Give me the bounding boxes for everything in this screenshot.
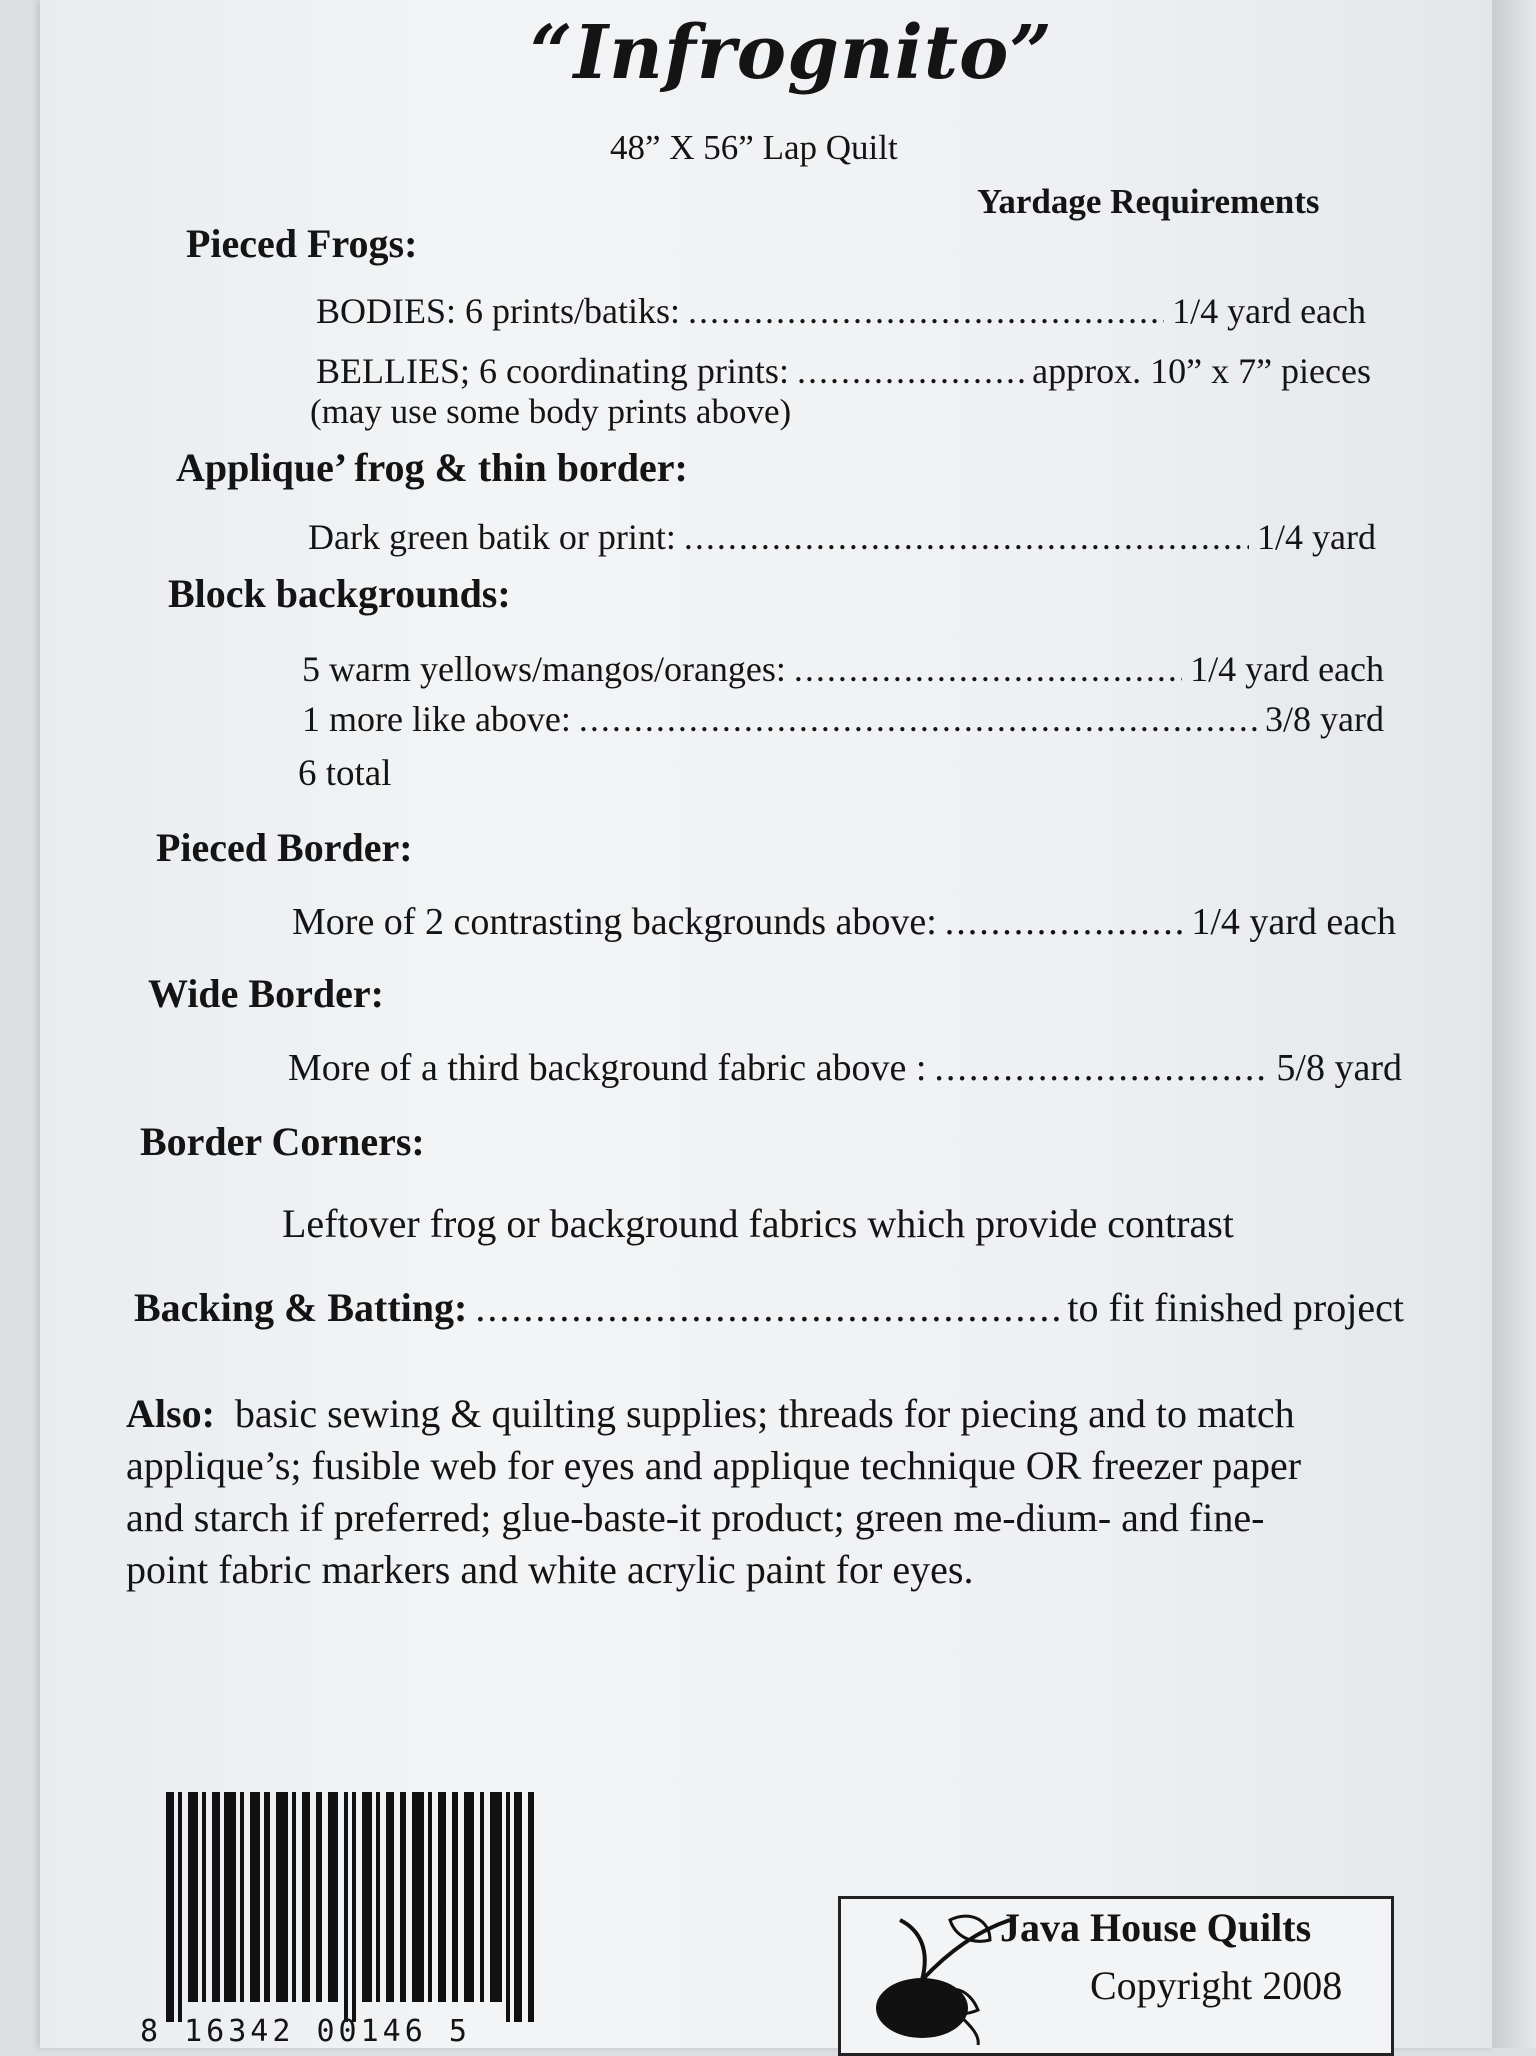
row-label: 1 more like above: [302,699,571,739]
section-heading-block-backgrounds: Block backgrounds: [168,571,511,616]
row-third-background [288,1046,1402,1090]
coffee-plant-icon [860,1900,1020,2050]
yardage-heading: Yardage Requirements [977,182,1320,221]
row-warm-colors [302,648,1384,690]
leader-dots [945,900,1184,944]
section-heading-pieced-frogs: Pieced Frogs: [186,221,418,266]
section-heading-border-corners: Border Corners: [140,1119,425,1164]
leader-dots [579,698,1257,740]
leader-dots [794,648,1182,690]
leader-dots [934,1046,1268,1090]
row-label: 5 warm yellows/mangos/oranges: [302,649,786,689]
row-label: BELLIES; 6 coordinating prints: [316,351,789,391]
row-bellies [316,350,1371,392]
row-value: 1/4 yard each [1190,649,1384,689]
section-heading-applique: Applique’ frog & thin border: [176,445,688,490]
row-value: 5/8 yard [1276,1047,1402,1089]
barcode-number: 8 16342 00146 5 [140,2014,471,2049]
leader-dots [475,1284,1059,1331]
also-label: Also: [126,1391,215,1436]
section-heading-pieced-border: Pieced Border: [156,825,413,870]
publisher-copyright: Copyright 2008 [1090,1963,1343,2008]
page-edge [1492,0,1536,2048]
row-label: More of a third background fabric above : [288,1047,927,1089]
pattern-title: “Infrognito” [530,10,1053,96]
row-value: 1/4 yard [1257,517,1376,557]
also-paragraph [126,1388,1346,1596]
pattern-size: 48” X 56” Lap Quilt [610,128,898,167]
barcode-image [166,1792,566,2022]
row-label: BODIES: 6 prints/batiks: [316,291,681,331]
row-value: approx. 10” x 7” pieces [1032,351,1371,391]
border-corners-text: Leftover frog or background fabrics which provide contrast [282,1201,1234,1246]
row-bodies [316,290,1366,332]
row-contrasting-backgrounds [292,900,1396,944]
leader-dots [688,290,1164,332]
also-text: basic sewing & quilting supplies; threads for piecing and to match applique’s; fusible web for eyes and applique technique OR freezer paper and starch if preferred; glue-baste-it product; green me-dium- and fine-point fabric markers and white acrylic paint for eyes. [126,1391,1302,1592]
row-backing-batting [134,1284,1404,1331]
leader-dots [684,516,1249,558]
publisher-name: Java House Quilts [1000,1905,1312,1950]
total-count: 6 total [298,753,392,794]
bellies-note: (may use some body prints above) [310,392,792,431]
row-dark-green [308,516,1376,558]
section-heading-backing: Backing & Batting: [134,1285,468,1330]
row-label: More of 2 contrasting backgrounds above: [292,901,937,943]
row-value: 1/4 yard each [1172,291,1366,331]
row-value: to fit finished project [1067,1285,1404,1330]
leader-dots [797,350,1024,392]
row-label: Dark green batik or print: [308,517,676,557]
section-heading-wide-border: Wide Border: [148,971,384,1016]
row-value: 1/4 yard each [1191,901,1396,943]
row-value: 3/8 yard [1265,699,1384,739]
row-one-more [302,698,1384,740]
